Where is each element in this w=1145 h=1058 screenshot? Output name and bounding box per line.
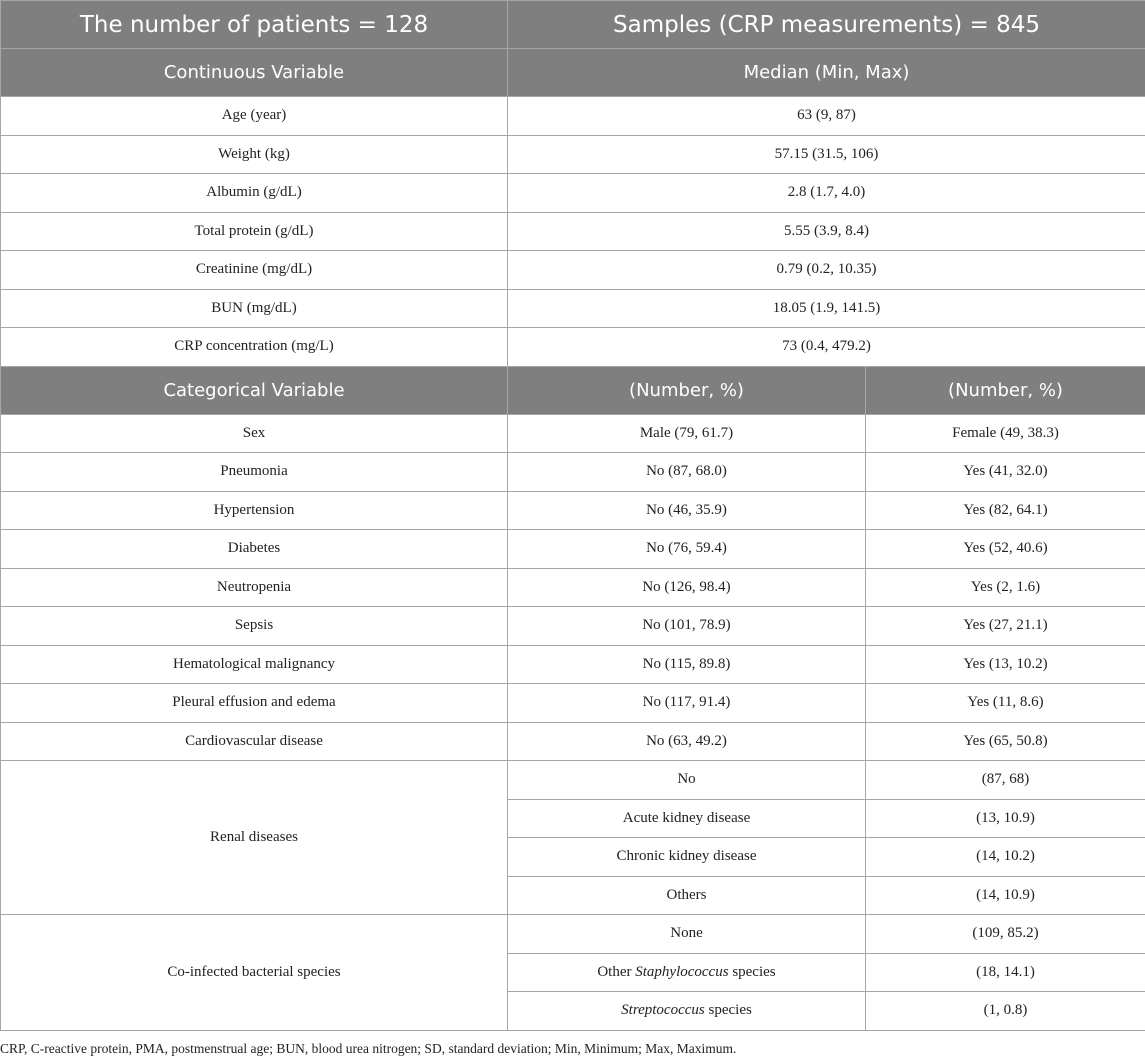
category-a-value: No (76, 59.4) xyxy=(508,530,866,569)
variable-label: Pleural effusion and edema xyxy=(1,684,508,723)
renal-value: (87, 68) xyxy=(866,761,1145,800)
variable-label-coinfected: Co-infected bacterial species xyxy=(1,915,508,1031)
renal-value: (14, 10.2) xyxy=(866,838,1145,877)
category-b-value: Yes (65, 50.8) xyxy=(866,722,1145,761)
variable-label: Hematological malignancy xyxy=(1,645,508,684)
category-a-value: Male (79, 61.7) xyxy=(508,414,866,453)
median-header: Median (Min, Max) xyxy=(508,49,1145,97)
table-row xyxy=(1,761,1145,800)
table-row xyxy=(1,491,1145,530)
renal-subcategory: Others xyxy=(508,876,866,915)
table-row xyxy=(1,414,1145,453)
bacteria-subcategory xyxy=(508,992,866,1031)
variable-value: 18.05 (1.9, 141.5) xyxy=(508,289,1145,328)
table-row xyxy=(1,97,1145,136)
variable-label: Sepsis xyxy=(1,607,508,646)
bacteria-subcategory: None xyxy=(508,915,866,954)
variable-value: 73 (0.4, 479.2) xyxy=(508,328,1145,367)
category-a-value: No (117, 91.4) xyxy=(508,684,866,723)
table-title-row xyxy=(1,1,1145,49)
table-row xyxy=(1,135,1145,174)
table-row xyxy=(1,722,1145,761)
category-b-value: Yes (2, 1.6) xyxy=(866,568,1145,607)
category-b-value: Female (49, 38.3) xyxy=(866,414,1145,453)
renal-subcategory: Acute kidney disease xyxy=(508,799,866,838)
table-row xyxy=(1,530,1145,569)
patients-count-header: The number of patients = 128 xyxy=(1,1,508,49)
category-a-value: No (126, 98.4) xyxy=(508,568,866,607)
table-row xyxy=(1,328,1145,367)
samples-count-header: Samples (CRP measurements) = 845 xyxy=(508,1,1145,49)
variable-label: Diabetes xyxy=(1,530,508,569)
variable-label: Hypertension xyxy=(1,491,508,530)
category-b-value: Yes (13, 10.2) xyxy=(866,645,1145,684)
variable-label: Pneumonia xyxy=(1,453,508,492)
number-percent-header: (Number, %) xyxy=(866,366,1145,414)
category-b-value: Yes (27, 21.1) xyxy=(866,607,1145,646)
variable-value: 2.8 (1.7, 4.0) xyxy=(508,174,1145,213)
bacteria-subcategory xyxy=(508,953,866,992)
table-footnote: CRP, C-reactive protein, PMA, postmenstrual age; BUN, blood urea nitrogen; SD, standard deviation; Min, Minimum; Max, Maximum. xyxy=(0,1041,737,1056)
category-a-value: No (87, 68.0) xyxy=(508,453,866,492)
bacteria-value: (1, 0.8) xyxy=(866,992,1145,1031)
renal-value: (13, 10.9) xyxy=(866,799,1145,838)
bacteria-genus: Streptococcus xyxy=(621,1002,705,1019)
table-row xyxy=(1,915,1145,954)
variable-value: 0.79 (0.2, 10.35) xyxy=(508,251,1145,290)
variable-label: Cardiovascular disease xyxy=(1,722,508,761)
bacteria-genus: Staphylococcus xyxy=(635,963,729,980)
variable-label: CRP concentration (mg/L) xyxy=(1,328,508,367)
category-b-value: Yes (82, 64.1) xyxy=(866,491,1145,530)
variable-label: Albumin (g/dL) xyxy=(1,174,508,213)
category-a-value: No (101, 78.9) xyxy=(508,607,866,646)
category-a-value: No (46, 35.9) xyxy=(508,491,866,530)
variable-label: Sex xyxy=(1,414,508,453)
variable-label: BUN (mg/dL) xyxy=(1,289,508,328)
table-row xyxy=(1,174,1145,213)
variable-label: Neutropenia xyxy=(1,568,508,607)
categorical-header-row xyxy=(1,366,1145,414)
table-row xyxy=(1,684,1145,723)
variable-value: 5.55 (3.9, 8.4) xyxy=(508,212,1145,251)
renal-value: (14, 10.9) xyxy=(866,876,1145,915)
table-row xyxy=(1,212,1145,251)
renal-subcategory: No xyxy=(508,761,866,800)
variable-value: 57.15 (31.5, 106) xyxy=(508,135,1145,174)
bacteria-prefix: Other xyxy=(597,963,636,980)
table-row xyxy=(1,607,1145,646)
bacteria-value: (18, 14.1) xyxy=(866,953,1145,992)
table-row xyxy=(1,251,1145,290)
category-a-value: No (115, 89.8) xyxy=(508,645,866,684)
category-a-value: No (63, 49.2) xyxy=(508,722,866,761)
renal-subcategory: Chronic kidney disease xyxy=(508,838,866,877)
bacteria-suffix: species xyxy=(728,963,776,980)
categorical-variable-header: Categorical Variable xyxy=(1,366,508,414)
continuous-variable-header: Continuous Variable xyxy=(1,49,508,97)
table-row xyxy=(1,645,1145,684)
variable-label: Creatinine (mg/dL) xyxy=(1,251,508,290)
table-row xyxy=(1,568,1145,607)
variable-label: Weight (kg) xyxy=(1,135,508,174)
variable-label: Total protein (g/dL) xyxy=(1,212,508,251)
category-b-value: Yes (11, 8.6) xyxy=(866,684,1145,723)
variable-label-renal: Renal diseases xyxy=(1,761,508,915)
category-b-value: Yes (52, 40.6) xyxy=(866,530,1145,569)
continuous-header-row xyxy=(1,49,1145,97)
bacteria-suffix: species xyxy=(704,1002,752,1019)
variable-value: 63 (9, 87) xyxy=(508,97,1145,136)
table-row xyxy=(1,289,1145,328)
bacteria-value: (109, 85.2) xyxy=(866,915,1145,954)
category-b-value: Yes (41, 32.0) xyxy=(866,453,1145,492)
variable-label: Age (year) xyxy=(1,97,508,136)
table-row xyxy=(1,453,1145,492)
number-percent-header: (Number, %) xyxy=(508,366,866,414)
